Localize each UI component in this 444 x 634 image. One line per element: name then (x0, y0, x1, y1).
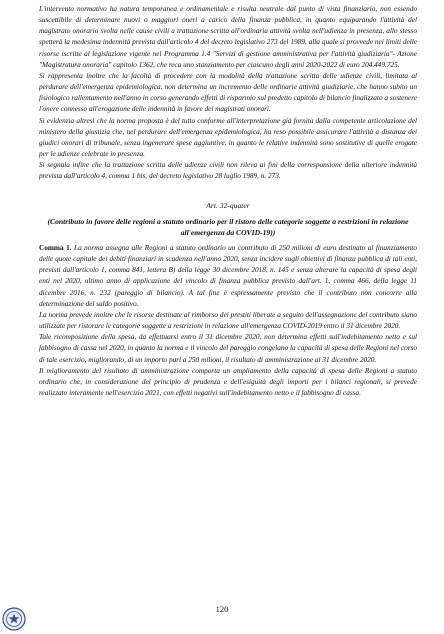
paragraph-indennita: Si segnala infine che la trattazione scritta delle udienze civili non rileva ai fini della corresponsione della ulteriore indennità prevista dall'articolo 4, comma 1 bis, del decreto legislativo 28 luglio 1989, n. 273. (39, 160, 417, 181)
paragraph-udienze: Si rappresenta inoltre che la facoltà di procedere con la modalità della trattazione scritta delle udienze civili, limitata al perdurare dell'emergenza epidemiologica, non determina un incremento delle ordinarie attività giudiziarie, che hanno subito un fisiologico rallentamento nell'anno in corso generando effetti di risparmio sul predetto capitolo di bilancio finalizzato a sostenere l'onere connesso all'erogazione delle indennità in favore dei magistrati onorari. (39, 70, 417, 114)
paragraph-comma-1 (39, 242, 417, 309)
article-subtitle: (Contributo in favore delle regioni a statuto ordinario per il ristoro delle categorie soggette a restrizioni in relazione all'emergenza da COVID-19)) (47, 216, 409, 237)
paragraph-conformita: Si evidenzia altresì che la norma proposta è del tutto conforme all'interpretazione già fornita dalla competente articolazione del ministero della giustizia che, nel perdurare dell'emergenza epidemiologica, ha reso possibile assicurare l'attività a distanza dei giudici onorari di tribunale, senza ingenerare spese aggiuntive, in quanto le relative indennità sono sostitutive di quelle erogate per le udienze celebrate in presenza. (39, 115, 417, 159)
comma-1-text: La norma assegna alle Regioni a statuto ordinario un contributo di 250 milioni di euro destinato al finanziamento delle quote capitale dei debiti finanziari in scadenza nell'anno 2020, senza incidere sugli obiettivi di finanza pubblica di tali enti, previsti dall'articolo 1, comma 841, lettera B) della legge 30 dicembre 2018, n. 145 e senza alterare la capacità di spesa degli enti nel 2020, ultimo anno di applicazione del vincolo di finanza pubblica previsto dall'art. 1, comma 466, della legge 11 dicembre 2016, n. 232 (pareggio di bilancio). A tal fine è espressamente previsto che il contributo non concorre alla determinazione del saldo positivo. (39, 242, 417, 308)
paragraph-intro: L'intervento normativo ha natura temporanea e ordinamentale e risulta neutrale dal punto di vista finanziario, non essendo suscettibile di determinare nuovi o maggiori oneri a carico della finanza pubblica, in quanto equiparando l'attività del magistrato onorario svolta nelle cause civili a trattazione scritta all'ordinaria attività svolta nell'udienza in presenza, allo stesso spetterà la medesima indennità prevista dall'articolo 4 del decreto legislativo 273 del 1989, alla quale si provvede nei limiti delle risorse iscritte al legislazione vigente nel Programma 1.4 "Servizi di gestione amministrativa per l'attività giudiziaria"- Azione "Magistratura onoraria" capitolo 1362, che reca uno stanziamento per ciascuno degli anni 2020-2022 di euro 204.449.725. (39, 4, 417, 69)
document-page (39, 3, 417, 398)
paragraph-risorse: La norma prevede inoltre che le risorse destinate al rimborso dei prestiti liberate a seguito dell'assegnazione del contributo siano utilizzate per ristorare le categorie soggette a restrizioni in relazione all'emergenza COVID-2019 entro il 31 dicembre 2020. (39, 309, 417, 331)
article-heading: Art. 32-quater (206, 200, 250, 210)
page-number: 120 (215, 604, 229, 614)
paragraph-miglioramento: Il miglioramento del risultato di amministrazione comporta un ampliamento della capacità di spesa delle Regioni a statuto ordinario che, in considerazione del principio di prudenza e dell'esiguità degli importi per i bilanci regionali, si prevede realizzato interamente nell'esercizio 2021, con effetti negativi sull'indebitamento netto e il fabbisogno di cassa. (39, 365, 417, 397)
paragraph-ricomposizione: Tale ricomposizione della spesa, da effettuarsi entro il 31 dicembre 2020, non determina effetti sull'indebitamento netto e sul fabbisogno di cassa nel 2020, in quanto la norma e il vincolo del pareggio congelano la capacità di spesa delle Regioni nel corso di tale esercizio, migliorando, di un importo pari a 250 milioni, il risultato di amministrazione al 31 dicembre 2020. (39, 332, 417, 364)
comma-label: Comma 1. (39, 242, 72, 252)
